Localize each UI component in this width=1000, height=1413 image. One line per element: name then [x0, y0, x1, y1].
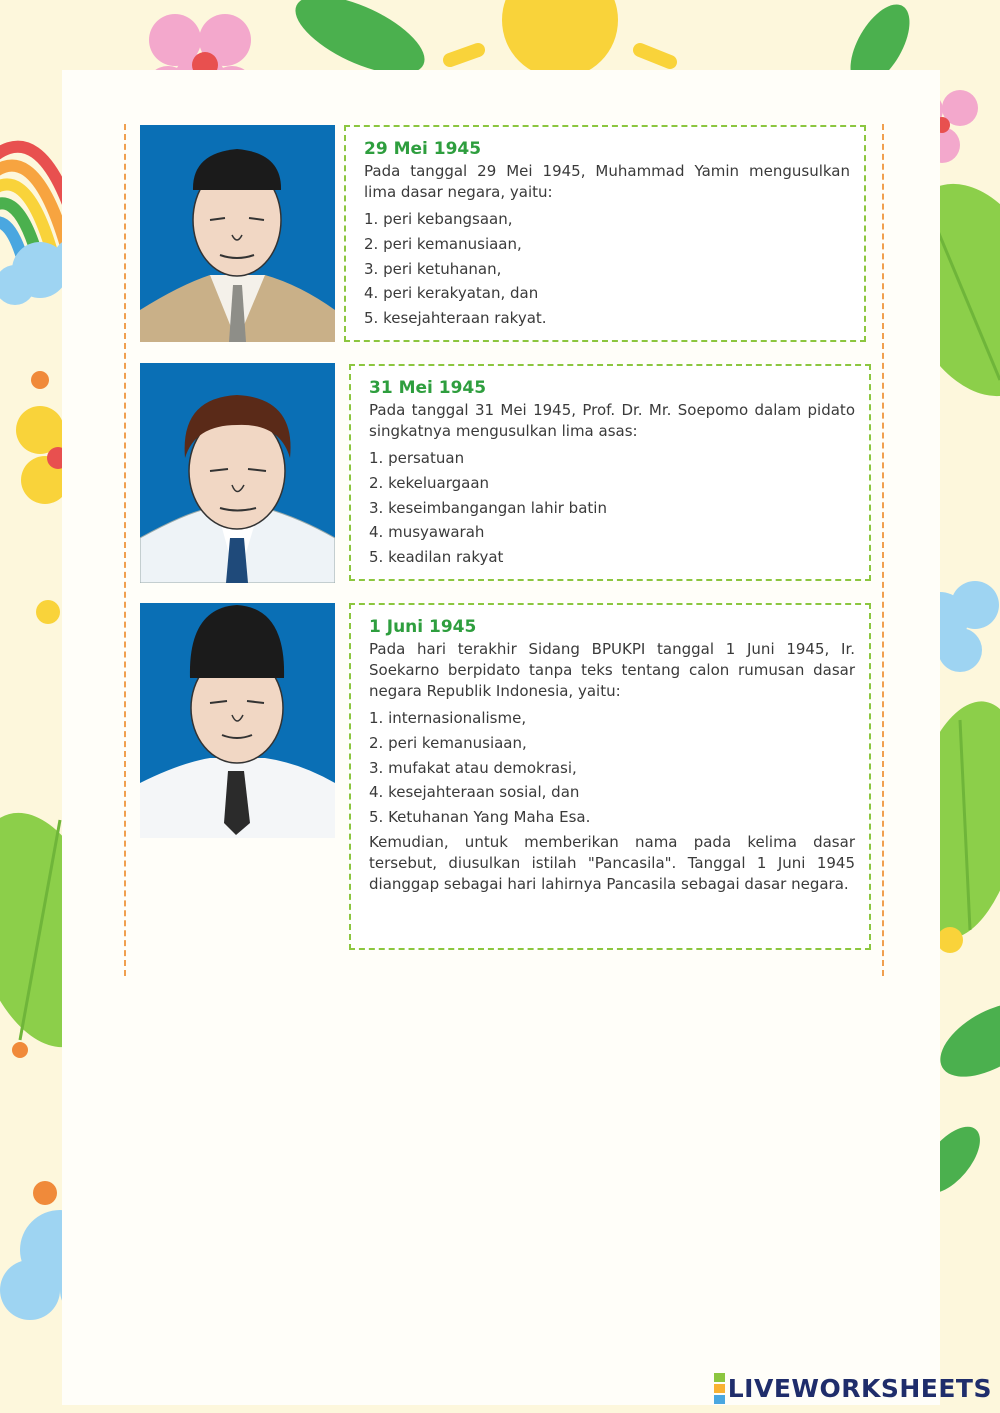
list-item: 3. peri ketuhanan,	[364, 259, 502, 278]
section-card-1	[344, 125, 866, 342]
list-item: 2. peri kemanusiaan,	[364, 234, 522, 253]
section-card-3	[349, 603, 871, 950]
portrait-soekarno	[140, 603, 335, 838]
list-item: 3. keseimbangangan lahir batin	[369, 498, 607, 517]
principle-list	[369, 706, 855, 830]
principle-list	[364, 207, 850, 331]
list-item: 1. peri kebangsaan,	[364, 210, 513, 228]
list-item: 2. peri kemanusiaan,	[369, 733, 527, 752]
section-intro: Pada hari terakhir Sidang BPUKPI tanggal 1 Juni 1945, Ir. Soekarno berpidato tanpa teks tentang calon rumusan dasar negara Republik Indonesia, yaitu:	[369, 640, 855, 700]
liveworksheets-logo[interactable]	[714, 1372, 992, 1405]
brand-name: LIVEWORKSHEETS	[727, 1374, 992, 1403]
section-date: 1 Juni 1945	[369, 617, 477, 637]
portrait-muhammad-yamin	[140, 125, 335, 342]
logo-icon	[714, 1372, 725, 1405]
section-date: 29 Mei 1945	[364, 139, 482, 159]
section-closing: Kemudian, untuk memberikan nama pada kelima dasar tersebut, diusulkan istilah "Pancasila". Tanggal 1 Juni 1945 dianggap sebagai hari lahirnya Pancasila sebagai dasar negara.	[369, 832, 855, 893]
list-item: 4. musyawarah	[369, 523, 485, 542]
list-item: 3. mufakat atau demokrasi,	[369, 758, 577, 777]
list-item: 1. persatuan	[369, 449, 465, 467]
list-item: 4. peri kerakyatan, dan	[364, 284, 539, 303]
portrait-soepomo	[140, 363, 335, 583]
list-item: 5. kesejahteraan rakyat.	[364, 309, 547, 328]
section-date: 31 Mei 1945	[369, 378, 487, 398]
principle-list	[369, 446, 855, 570]
section-card-2	[349, 364, 871, 581]
section-intro: Pada tanggal 29 Mei 1945, Muhammad Yamin mengusulkan lima dasar negara, yaitu:	[364, 162, 850, 201]
list-item: 5. keadilan rakyat	[369, 548, 504, 567]
section-intro: Pada tanggal 31 Mei 1945, Prof. Dr. Mr. Soepomo dalam pidato singkatnya mengusulkan lima asas:	[369, 401, 855, 440]
list-item: 4. kesejahteraan sosial, dan	[369, 783, 580, 802]
list-item: 5. Ketuhanan Yang Maha Esa.	[369, 808, 591, 827]
list-item: 1. internasionalisme,	[369, 709, 527, 727]
list-item: 2. kekeluargaan	[369, 473, 490, 492]
